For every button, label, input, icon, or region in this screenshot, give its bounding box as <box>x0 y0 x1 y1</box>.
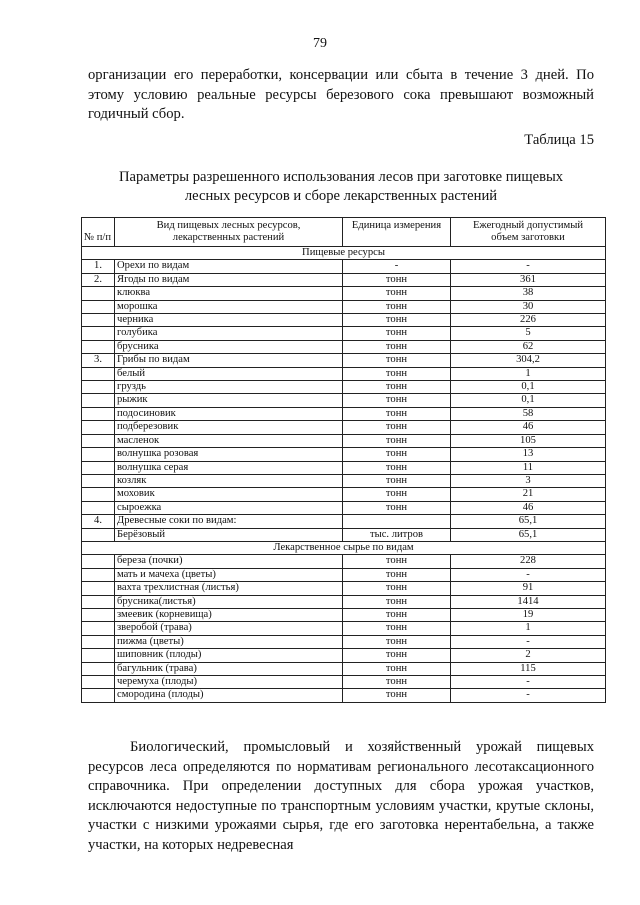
row-unit: тонн <box>343 273 451 286</box>
row-name: козляк <box>115 474 343 487</box>
header-volume <box>451 218 606 247</box>
table-row <box>82 461 606 474</box>
row-number <box>82 340 115 353</box>
row-unit: тонн <box>343 555 451 568</box>
row-number: 2. <box>82 273 115 286</box>
row-volume: 304,2 <box>451 354 606 367</box>
row-name: Ягоды по видам <box>115 273 343 286</box>
table-row <box>82 314 606 327</box>
row-volume: 30 <box>451 300 606 313</box>
row-unit: тонн <box>343 287 451 300</box>
row-name: масленок <box>115 434 343 447</box>
row-number <box>82 367 115 380</box>
header-volume-line-1: Ежегодный допустимый <box>472 220 584 231</box>
row-number <box>82 394 115 407</box>
row-name: багульник (трава) <box>115 662 343 675</box>
table-row <box>82 555 606 568</box>
row-unit: тонн <box>343 582 451 595</box>
header-name-line-2: лекарственных растений <box>172 232 285 243</box>
row-name: груздь <box>115 381 343 394</box>
row-unit: тонн <box>343 300 451 313</box>
table-row <box>82 340 606 353</box>
row-name: подосиновик <box>115 407 343 420</box>
row-volume: 62 <box>451 340 606 353</box>
row-number <box>82 582 115 595</box>
row-unit: тонн <box>343 434 451 447</box>
table-row <box>82 622 606 635</box>
row-volume: 226 <box>451 314 606 327</box>
row-unit: тонн <box>343 689 451 702</box>
table-row <box>82 608 606 621</box>
section-label-food: Пищевые ресурсы <box>82 247 606 260</box>
row-unit: тонн <box>343 327 451 340</box>
section-row-medicinal <box>82 541 606 554</box>
row-unit: тонн <box>343 421 451 434</box>
row-number <box>82 608 115 621</box>
row-name: подберезовик <box>115 421 343 434</box>
header-num: № п/п <box>82 218 115 247</box>
table-row <box>82 474 606 487</box>
table-row <box>82 407 606 420</box>
table-row <box>82 515 606 528</box>
row-name: клюква <box>115 287 343 300</box>
row-unit: тонн <box>343 407 451 420</box>
row-number <box>82 300 115 313</box>
row-volume: 105 <box>451 434 606 447</box>
row-name: Орехи по видам <box>115 260 343 273</box>
table-row <box>82 635 606 648</box>
row-number <box>82 555 115 568</box>
row-name: голубика <box>115 327 343 340</box>
row-volume: 115 <box>451 662 606 675</box>
row-number <box>82 314 115 327</box>
row-volume: - <box>451 635 606 648</box>
row-unit: тонн <box>343 381 451 394</box>
row-name: морошка <box>115 300 343 313</box>
row-volume: 5 <box>451 327 606 340</box>
row-name: шиповник (плоды) <box>115 649 343 662</box>
table-row <box>82 354 606 367</box>
row-unit: тонн <box>343 448 451 461</box>
table-label: Таблица 15 <box>524 132 594 148</box>
row-number <box>82 474 115 487</box>
row-volume: 1414 <box>451 595 606 608</box>
table-row <box>82 448 606 461</box>
table-row <box>82 528 606 541</box>
row-unit: тонн <box>343 394 451 407</box>
row-number <box>82 635 115 648</box>
row-name: Грибы по видам <box>115 354 343 367</box>
row-number <box>82 528 115 541</box>
table-row <box>82 394 606 407</box>
row-volume: - <box>451 689 606 702</box>
row-number <box>82 649 115 662</box>
row-name: мать и мачеха (цветы) <box>115 568 343 581</box>
table-row <box>82 649 606 662</box>
row-volume: 228 <box>451 555 606 568</box>
row-name: брусника(листья) <box>115 595 343 608</box>
row-name: вахта трехлистная (листья) <box>115 582 343 595</box>
row-volume: - <box>451 676 606 689</box>
row-unit <box>343 515 451 528</box>
table-row <box>82 367 606 380</box>
row-unit: тонн <box>343 474 451 487</box>
section-label-medicinal: Лекарственное сырье по видам <box>82 541 606 554</box>
page-number: 79 <box>313 36 327 51</box>
row-volume: 46 <box>451 421 606 434</box>
table-row <box>82 287 606 300</box>
row-name: рыжик <box>115 394 343 407</box>
row-volume: - <box>451 568 606 581</box>
row-volume: 65,1 <box>451 515 606 528</box>
row-number <box>82 461 115 474</box>
row-unit: - <box>343 260 451 273</box>
row-name: зверобой (трава) <box>115 622 343 635</box>
row-volume: 0,1 <box>451 394 606 407</box>
row-name: волнушка розовая <box>115 448 343 461</box>
row-number <box>82 381 115 394</box>
closing-paragraph: Биологический, промысловый и хозяйственный урожай пищевых ресурсов леса определяются по нормативам регионального лесотаксационного справочника. При определении доступных для сбора урожая участков, исключаются недоступные по транспортным условиям участки, крутые склоны, участки с низкими урожаями сырья, где его заготовка нерентабельна, а также участки, на которых недревесная <box>88 739 594 853</box>
row-unit: тонн <box>343 649 451 662</box>
row-volume: 13 <box>451 448 606 461</box>
row-number <box>82 501 115 514</box>
row-name: черника <box>115 314 343 327</box>
row-volume: - <box>451 260 606 273</box>
table-row <box>82 273 606 286</box>
row-number <box>82 448 115 461</box>
row-unit: тонн <box>343 662 451 675</box>
row-unit: тонн <box>343 595 451 608</box>
row-number: 1. <box>82 260 115 273</box>
row-name: моховик <box>115 488 343 501</box>
row-number <box>82 327 115 340</box>
row-number <box>82 434 115 447</box>
row-name: смородина (плоды) <box>115 689 343 702</box>
row-volume: 3 <box>451 474 606 487</box>
row-volume: 11 <box>451 461 606 474</box>
row-volume: 1 <box>451 367 606 380</box>
row-volume: 21 <box>451 488 606 501</box>
row-unit: тонн <box>343 608 451 621</box>
intro-paragraph: организации его переработки, консервации или сбыта в течение 3 дней. По этому условию реальные ресурсы березового сока превышают возможный годичный сбор. <box>88 67 594 122</box>
parameters-table <box>81 217 606 703</box>
table-row <box>82 568 606 581</box>
header-name-line-1: Вид пищевых лесных ресурсов, <box>156 220 301 231</box>
row-volume: 0,1 <box>451 381 606 394</box>
table-row <box>82 421 606 434</box>
row-name: змеевик (корневища) <box>115 608 343 621</box>
row-number <box>82 595 115 608</box>
row-volume: 2 <box>451 649 606 662</box>
row-unit: тыс. литров <box>343 528 451 541</box>
row-number <box>82 421 115 434</box>
row-unit: тонн <box>343 488 451 501</box>
row-unit: тонн <box>343 314 451 327</box>
row-number: 3. <box>82 354 115 367</box>
row-unit: тонн <box>343 367 451 380</box>
table-row <box>82 300 606 313</box>
row-name: брусника <box>115 340 343 353</box>
row-name: черемуха (плоды) <box>115 676 343 689</box>
table-row <box>82 434 606 447</box>
row-number <box>82 287 115 300</box>
row-number: 4. <box>82 515 115 528</box>
table-header-row <box>82 218 606 247</box>
row-number <box>82 488 115 501</box>
row-unit: тонн <box>343 568 451 581</box>
row-name: пижма (цветы) <box>115 635 343 648</box>
row-name: белый <box>115 367 343 380</box>
row-unit: тонн <box>343 622 451 635</box>
section-row-food <box>82 247 606 260</box>
header-name <box>115 218 343 247</box>
row-unit: тонн <box>343 461 451 474</box>
row-volume: 1 <box>451 622 606 635</box>
row-volume: 19 <box>451 608 606 621</box>
table-row <box>82 260 606 273</box>
header-volume-line-2: объем заготовки <box>491 232 565 243</box>
table-row <box>82 595 606 608</box>
row-number <box>82 568 115 581</box>
row-name: береза (почки) <box>115 555 343 568</box>
table-row <box>82 662 606 675</box>
row-volume: 361 <box>451 273 606 286</box>
row-name: Берёзовый <box>115 528 343 541</box>
table-row <box>82 582 606 595</box>
row-unit: тонн <box>343 340 451 353</box>
table-title-line-2: лесных ресурсов и сборе лекарственных растений <box>184 188 498 204</box>
row-name: Древесные соки по видам: <box>115 515 343 528</box>
row-name: сыроежка <box>115 501 343 514</box>
row-volume: 38 <box>451 287 606 300</box>
row-name: волнушка серая <box>115 461 343 474</box>
row-number <box>82 689 115 702</box>
row-number <box>82 407 115 420</box>
row-volume: 65,1 <box>451 528 606 541</box>
row-number <box>82 662 115 675</box>
table-row <box>82 381 606 394</box>
row-unit: тонн <box>343 501 451 514</box>
row-unit: тонн <box>343 676 451 689</box>
table-row <box>82 488 606 501</box>
table-row <box>82 327 606 340</box>
row-volume: 46 <box>451 501 606 514</box>
header-unit: Единица измерения <box>343 218 451 247</box>
table-title <box>88 168 594 206</box>
row-number <box>82 676 115 689</box>
table-title-line-1: Параметры разрешенного использования лесов при заготовке пищевых <box>118 169 564 185</box>
table-row <box>82 676 606 689</box>
table-row <box>82 501 606 514</box>
row-unit: тонн <box>343 354 451 367</box>
row-volume: 91 <box>451 582 606 595</box>
table-row <box>82 689 606 702</box>
row-unit: тонн <box>343 635 451 648</box>
row-volume: 58 <box>451 407 606 420</box>
row-number <box>82 622 115 635</box>
